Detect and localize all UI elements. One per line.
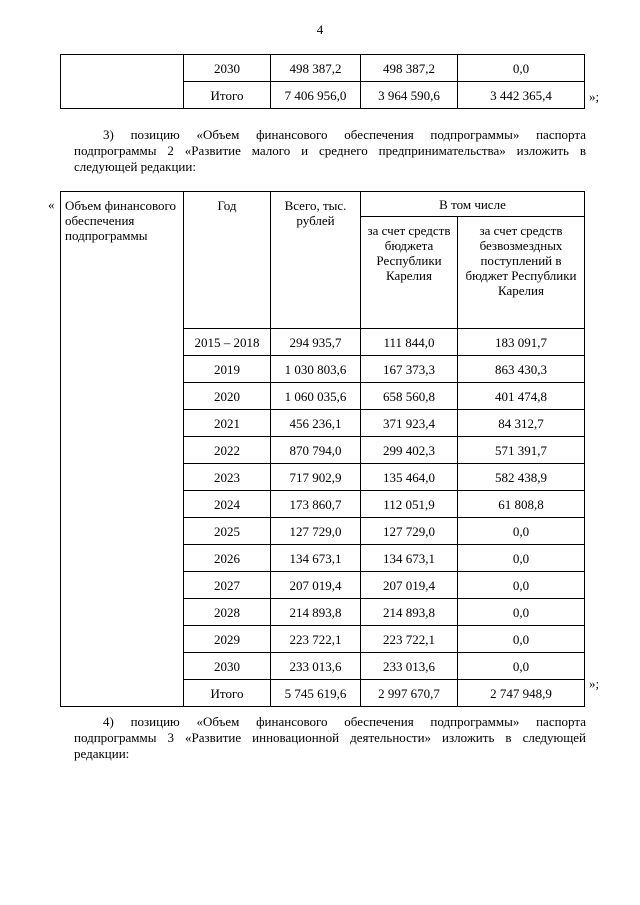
header-total: Всего, тыс. рублей: [271, 192, 361, 329]
grants-cell: 0,0: [458, 599, 585, 626]
year-cell: 2015 – 2018: [184, 329, 271, 356]
header-year: Год: [184, 192, 271, 329]
grants-cell: 0,0: [458, 518, 585, 545]
budget-cell: 299 402,3: [361, 437, 458, 464]
budget-cell: 498 387,2: [361, 55, 458, 82]
budget-cell: 2 997 670,7: [361, 680, 458, 707]
grants-cell: 863 430,3: [458, 356, 585, 383]
row-label-cell: Объем финансового обеспечения подпрограммы: [61, 192, 184, 707]
budget-cell: 371 923,4: [361, 410, 458, 437]
closing-quote-mark: »;: [589, 676, 600, 691]
grants-cell: 0,0: [458, 626, 585, 653]
grants-cell: 0,0: [458, 572, 585, 599]
budget-cell: 3 964 590,6: [361, 82, 458, 109]
year-cell: 2024: [184, 491, 271, 518]
year-cell: 2025: [184, 518, 271, 545]
total-cell: 127 729,0: [271, 518, 361, 545]
page-number: 4: [316, 22, 324, 37]
total-cell: 173 860,7: [271, 491, 361, 518]
total-cell: 233 013,6: [271, 653, 361, 680]
total-cell: 223 722,1: [271, 626, 361, 653]
header-row: [61, 192, 585, 217]
paragraph-line: следующей редакции:: [74, 159, 196, 174]
table-row: [61, 55, 585, 82]
grants-cell: 0,0: [458, 653, 585, 680]
year-cell: 2020: [184, 383, 271, 410]
paragraph-line: 4) позицию «Объем финансового обеспечения подпрограммы» паспорта: [103, 714, 586, 729]
year-cell: 2030: [184, 653, 271, 680]
total-cell: 207 019,4: [271, 572, 361, 599]
budget-cell: 135 464,0: [361, 464, 458, 491]
paragraph-item-4: [74, 714, 586, 762]
paragraph-item-3: [74, 127, 586, 175]
budget-cell: 207 019,4: [361, 572, 458, 599]
paragraph-line: подпрограммы 3 «Развитие инновационной деятельности» изложить в следующей: [74, 730, 586, 745]
grants-cell: 61 808,8: [458, 491, 585, 518]
grants-cell: 3 442 365,4: [458, 82, 585, 109]
total-cell: 214 893,8: [271, 599, 361, 626]
budget-cell: 233 013,6: [361, 653, 458, 680]
header-including: В том числе: [361, 192, 585, 217]
year-cell: Итого: [184, 82, 271, 109]
year-cell: 2022: [184, 437, 271, 464]
grants-cell: 571 391,7: [458, 437, 585, 464]
total-cell: 870 794,0: [271, 437, 361, 464]
grants-cell: 0,0: [458, 545, 585, 572]
year-cell: 2021: [184, 410, 271, 437]
financing-table-continued: [60, 54, 585, 109]
header-budget: за счет средств бюджета Республики Карелия: [361, 217, 458, 329]
total-cell: 294 935,7: [271, 329, 361, 356]
closing-quote-mark: »;: [589, 89, 600, 104]
year-cell: Итого: [184, 680, 271, 707]
total-cell: 498 387,2: [271, 55, 361, 82]
grants-cell: 2 747 948,9: [458, 680, 585, 707]
year-cell: 2029: [184, 626, 271, 653]
budget-cell: 134 673,1: [361, 545, 458, 572]
grants-cell: 0,0: [458, 55, 585, 82]
grants-cell: 401 474,8: [458, 383, 585, 410]
grants-cell: 84 312,7: [458, 410, 585, 437]
budget-cell: 658 560,8: [361, 383, 458, 410]
total-cell: 7 406 956,0: [271, 82, 361, 109]
budget-cell: 214 893,8: [361, 599, 458, 626]
year-cell: 2028: [184, 599, 271, 626]
label-cell-empty: [61, 55, 184, 109]
grants-cell: 582 438,9: [458, 464, 585, 491]
budget-cell: 167 373,3: [361, 356, 458, 383]
total-cell: 134 673,1: [271, 545, 361, 572]
total-cell: 717 902,9: [271, 464, 361, 491]
total-cell: 1 030 803,6: [271, 356, 361, 383]
year-cell: 2030: [184, 55, 271, 82]
budget-cell: 112 051,9: [361, 491, 458, 518]
budget-cell: 111 844,0: [361, 329, 458, 356]
paragraph-line: 3) позицию «Объем финансового обеспечения подпрограммы» паспорта: [103, 127, 586, 142]
total-cell: 5 745 619,6: [271, 680, 361, 707]
budget-cell: 127 729,0: [361, 518, 458, 545]
opening-quote-mark: «: [48, 197, 55, 212]
paragraph-line: подпрограммы 2 «Развитие малого и среднего предпринимательства» изложить в: [74, 143, 586, 158]
year-cell: 2026: [184, 545, 271, 572]
year-cell: 2027: [184, 572, 271, 599]
total-cell: 456 236,1: [271, 410, 361, 437]
grants-cell: 183 091,7: [458, 329, 585, 356]
financing-table-subprogram-2: [60, 191, 585, 707]
total-cell: 1 060 035,6: [271, 383, 361, 410]
budget-cell: 223 722,1: [361, 626, 458, 653]
header-grants: за счет средств безвозмездных поступлений в бюджет Республики Карелия: [458, 217, 585, 329]
paragraph-line: редакции:: [74, 746, 130, 761]
year-cell: 2019: [184, 356, 271, 383]
year-cell: 2023: [184, 464, 271, 491]
